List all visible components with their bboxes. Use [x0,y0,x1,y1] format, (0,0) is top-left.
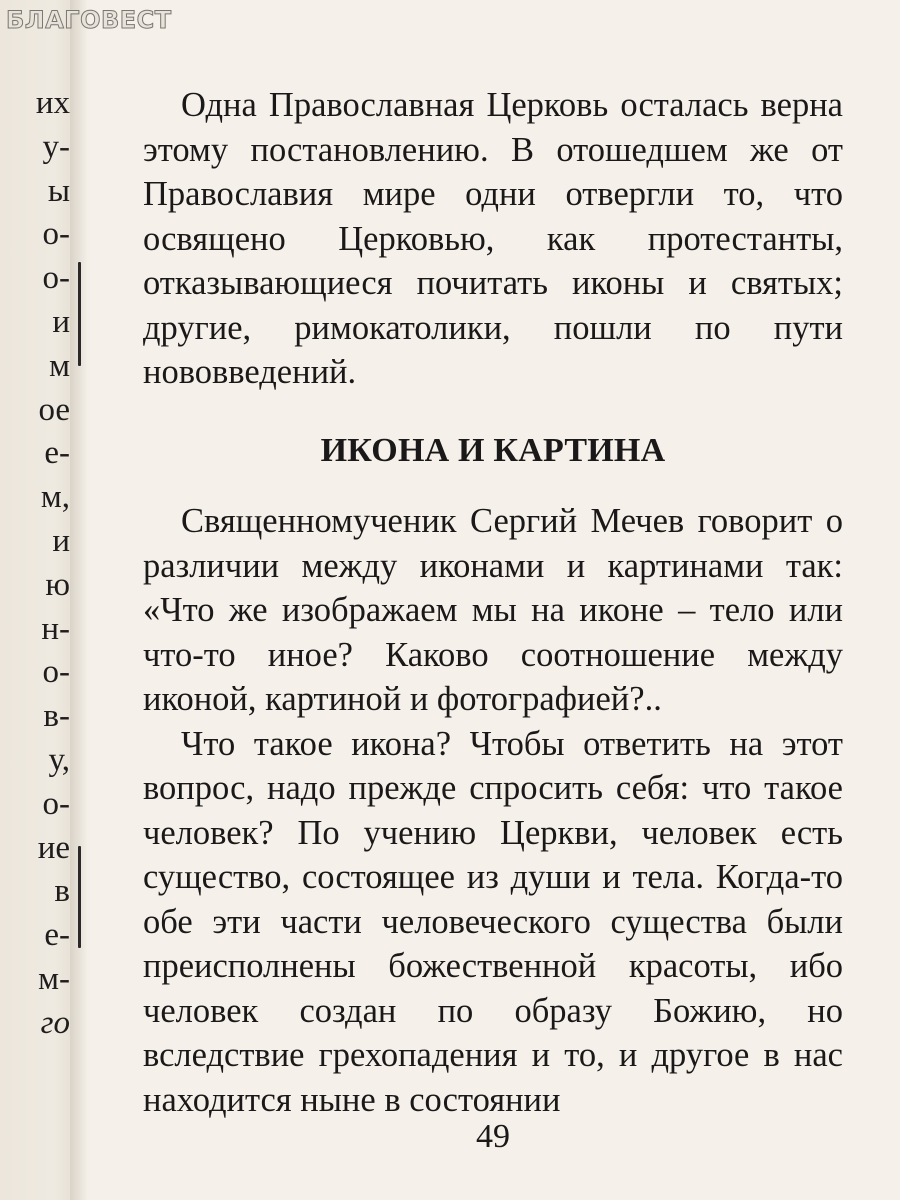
left-page-fragment: у, [48,741,70,778]
staple-top [78,262,81,366]
left-page-fragment: м [49,347,70,384]
paragraph-1: Одна Православная Церковь осталась верна этому постановлению. В отошедшем же от Православия мире одни отвергли то, что освящено Церковью, как протестанты, отказывающиеся почитать иконы и святых; другие, римокатолики, пошли по пути нововведений. [143,86,843,391]
left-page-text-fragments [0,82,70,1046]
left-page-fragment: е- [44,917,70,954]
left-page-fragment: м, [40,479,70,516]
left-page-fragment: м- [38,960,70,997]
watermark-logo: БЛАГОВЕСТ [6,6,172,34]
left-page-fragment: ы [47,172,70,209]
left-page-fragment: в [54,873,70,910]
left-page-fragment: о- [42,260,70,297]
left-page-fragment: и [52,522,70,559]
left-page-fragment: в- [43,698,70,735]
left-page-fragment: о- [42,216,70,253]
left-page-fragment: их [35,85,70,121]
staple-bottom [78,846,81,948]
left-page-fragment: ю [45,566,70,603]
left-page-fragment: о- [42,654,70,691]
section-heading: ИКОНА И КАРТИНА [320,431,666,469]
paragraph-3: Что такое икона? Чтобы ответить на этот вопрос, надо прежде спросить себя: что такое человек? По учению Церкви, человек есть существо, состоящее из души и тела. Когда-то обе эти части человеческого существа были преисполнены божественной красоты, ибо человек создан по образу Божию, но вследствие грехопадения и то, и другое в нас находится ныне в состоянии [143,724,843,1119]
left-page-fragment: у- [42,128,70,165]
left-page-fragment: ое [38,391,70,428]
page-text [143,83,843,1122]
left-page-fragment: о- [42,785,70,822]
left-page-fragment: ие [37,829,70,866]
paragraph-2: Священномученик Сергий Мечев говорит о различии между иконами и картинами так: «Что же изображаем мы на иконе – тело или что-то иное? Каково соотношение между иконой, картиной и фотографией?.. [143,502,843,718]
left-page-fragment: н- [41,610,70,647]
left-page-fragment: го [40,1004,70,1041]
page-number: 49 [476,1118,510,1155]
left-page-fragment: и [52,303,70,340]
left-page-fragment: е- [44,435,70,472]
